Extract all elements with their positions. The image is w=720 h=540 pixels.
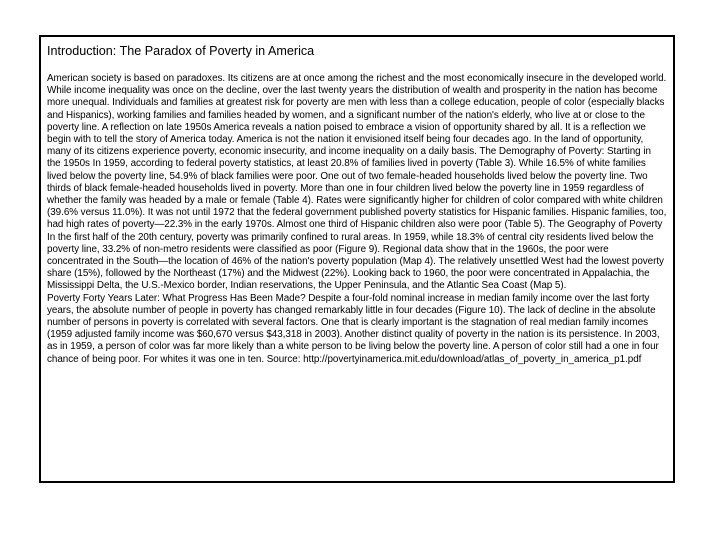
paragraph-demography: American society is based on paradoxes. Its citizens are at once among the richest and the most economically insecure in the developed world. While income inequality was once on the decline, over the last twenty years the distribution of wealth and prosperity in the nation has become more unequal. Individuals and families at greatest risk for poverty are men with less than a college education, people of color (especially blacks and Hispanics), working families and families headed by women, and a significant number of the nation's elderly, who live at or close to the poverty line. A reflection on late 1950s America reveals a nation poised to embrace a vision of opportunity shared by all. It is a reflection we begin with to tell the story of America today. America is not the nation it envisioned itself being four decades ago. In the land of opportunity, many of its citizens experience poverty, economic insecurity, and income inequality on a daily basis. The Demography of Poverty: Starting in the 1950s In 1959, according to federal poverty statistics, at least 20.8% of families lived in poverty (Table 3). While 16.5% of white families lived below the poverty line, 54.9% of black families were poor. One out of two female-headed households lived below the poverty line. Two thirds of black female-headed households lived in poverty. More than one in four children lived below the poverty line in 1959 regardless of whether the family was headed by a male or female (Table 4). Rates were significantly higher for children of color compared with white children (39.6% versus 11.0%). It was not until 1972 that the federal government published poverty statistics for Hispanic families. Hispanic families, too, had high rates of poverty—22.3% in the early 1970s. Almost one third of Hispanic children also were poor (Table 5). The Geography of Poverty In the first half of the 20th century, poverty was primarily confined to rural areas. In 1959, while 18.3% of central city residents lived below the poverty line, 33.2% of non-metro residents were classified as poor (Figure 9). Regional data show that in the 1960s, the poor were concentrated in the South—the location of 46% of the nation's poverty population (Map 4). The relatively unsettled West had the lowest poverty share (15%), followed by the Northeast (17%) and the Midwest (22%). Looking back to 1960, the poor were concentrated in Appalachia, the Mississippi Delta, the U.S.-Mexico border, Indian reservations, the Upper Peninsula, and the Atlantic Sea Coast (Map 5). <box>47 73 667 292</box>
document-title: Introduction: The Paradox of Poverty in America <box>47 44 315 58</box>
paragraph-forty-years-later: Poverty Forty Years Later: What Progress Has Been Made? Despite a four-fold nominal increase in median family income over the last forty years, the absolute number of people in poverty has changed remarkably little in four decades (Figure 10). The lack of decline in the absolute number of persons in poverty is correlated with several factors. One that is clearly important is the stagnation of real median family incomes (1959 adjusted family income was $60,670 versus $43,318 in 2003). Another distinct quality of poverty in the nation is its persistence. In 2003, as in 1959, a person of color was far more likely than a white person to be living below the poverty line. A person of color still had a one in four chance of being poor. For whites it was one in ten. Source: http://povertyinamerica.mit.edu/download/atlas_of_poverty_in_america_p1.pdf <box>47 292 660 365</box>
document-frame <box>39 35 675 483</box>
